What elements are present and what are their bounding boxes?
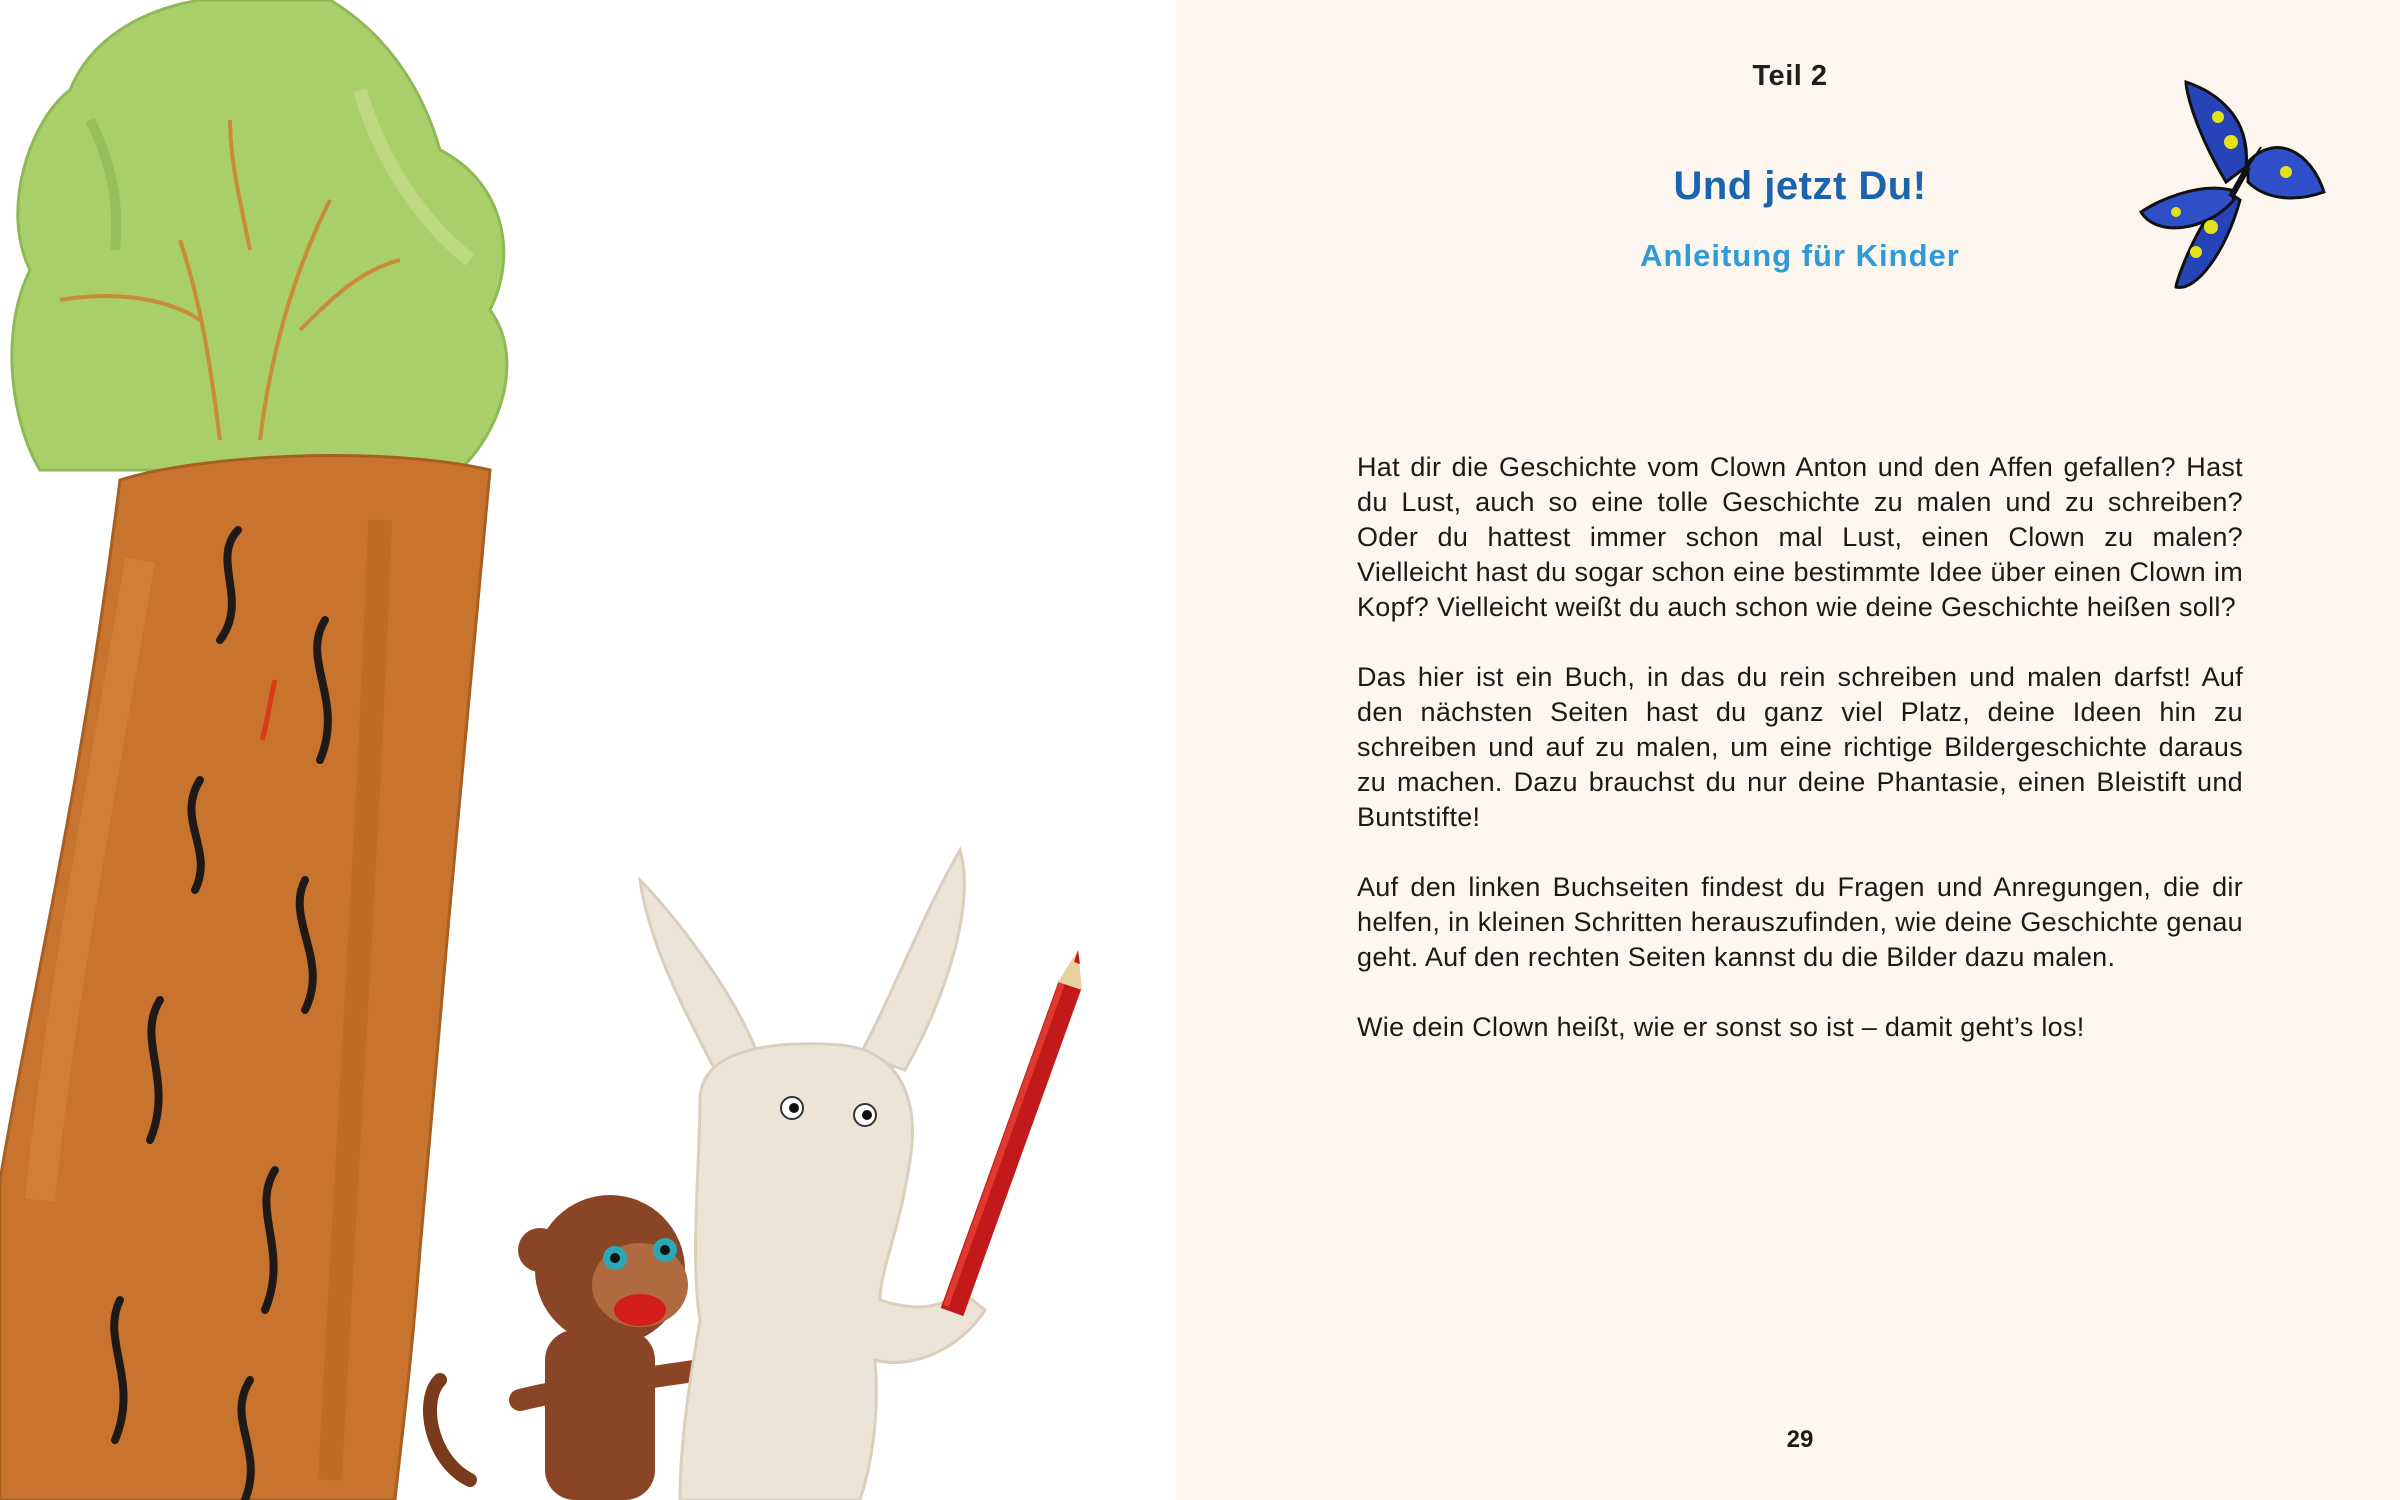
illustration	[0, 0, 1176, 1500]
body-text	[1357, 450, 2243, 1080]
paragraph: Wie dein Clown heißt, wie er sonst so ist – damit geht’s los!	[1357, 1012, 2085, 1042]
plush-bunny	[640, 850, 985, 1500]
monkey-drawing	[430, 1195, 700, 1500]
part-label: Teil 2	[1752, 60, 1828, 92]
page-subtitle: Anleitung für Kinder	[1640, 238, 1960, 273]
tree-trunk	[0, 456, 490, 1500]
red-pencil	[946, 950, 1082, 1312]
left-page	[0, 0, 1176, 1500]
page-title: Und jetzt Du!	[1673, 164, 1927, 208]
page-number: 29	[1786, 1426, 1814, 1453]
paragraph: Auf den linken Buchseiten findest du Fragen und Anregungen, die dir helfen, in kleinen Schritten herauszufinden, wie deine Geschichte genau geht. Auf den rechten Seiten kannst du die Bilder dazu malen.	[1357, 872, 2243, 972]
tree-foliage	[12, 0, 507, 470]
paragraph: Hat dir die Geschichte vom Clown Anton und den Affen gefallen? Hast du Lust, auch so eine tolle Geschichte zu malen und zu schreiben? Oder du hattest immer schon mal Lust, einen Clown zu malen? Vielleicht hast du sogar schon eine bestimmte Idee über einen Clown im Kopf? Vielleicht weißt du auch schon wie deine Geschichte heißen soll?	[1357, 452, 2243, 622]
paragraph: Das hier ist ein Buch, in das du rein schreiben und malen darfst! Auf den nächsten Seiten hast du ganz viel Platz, deine Ideen hin zu schreiben und auf zu malen, um eine richtige Bildergeschichte daraus zu machen. Dazu brauchst du nur deine Phantasie, einen Bleistift und Buntstifte!	[1357, 662, 2243, 832]
butterfly-drawing	[2136, 72, 2336, 302]
